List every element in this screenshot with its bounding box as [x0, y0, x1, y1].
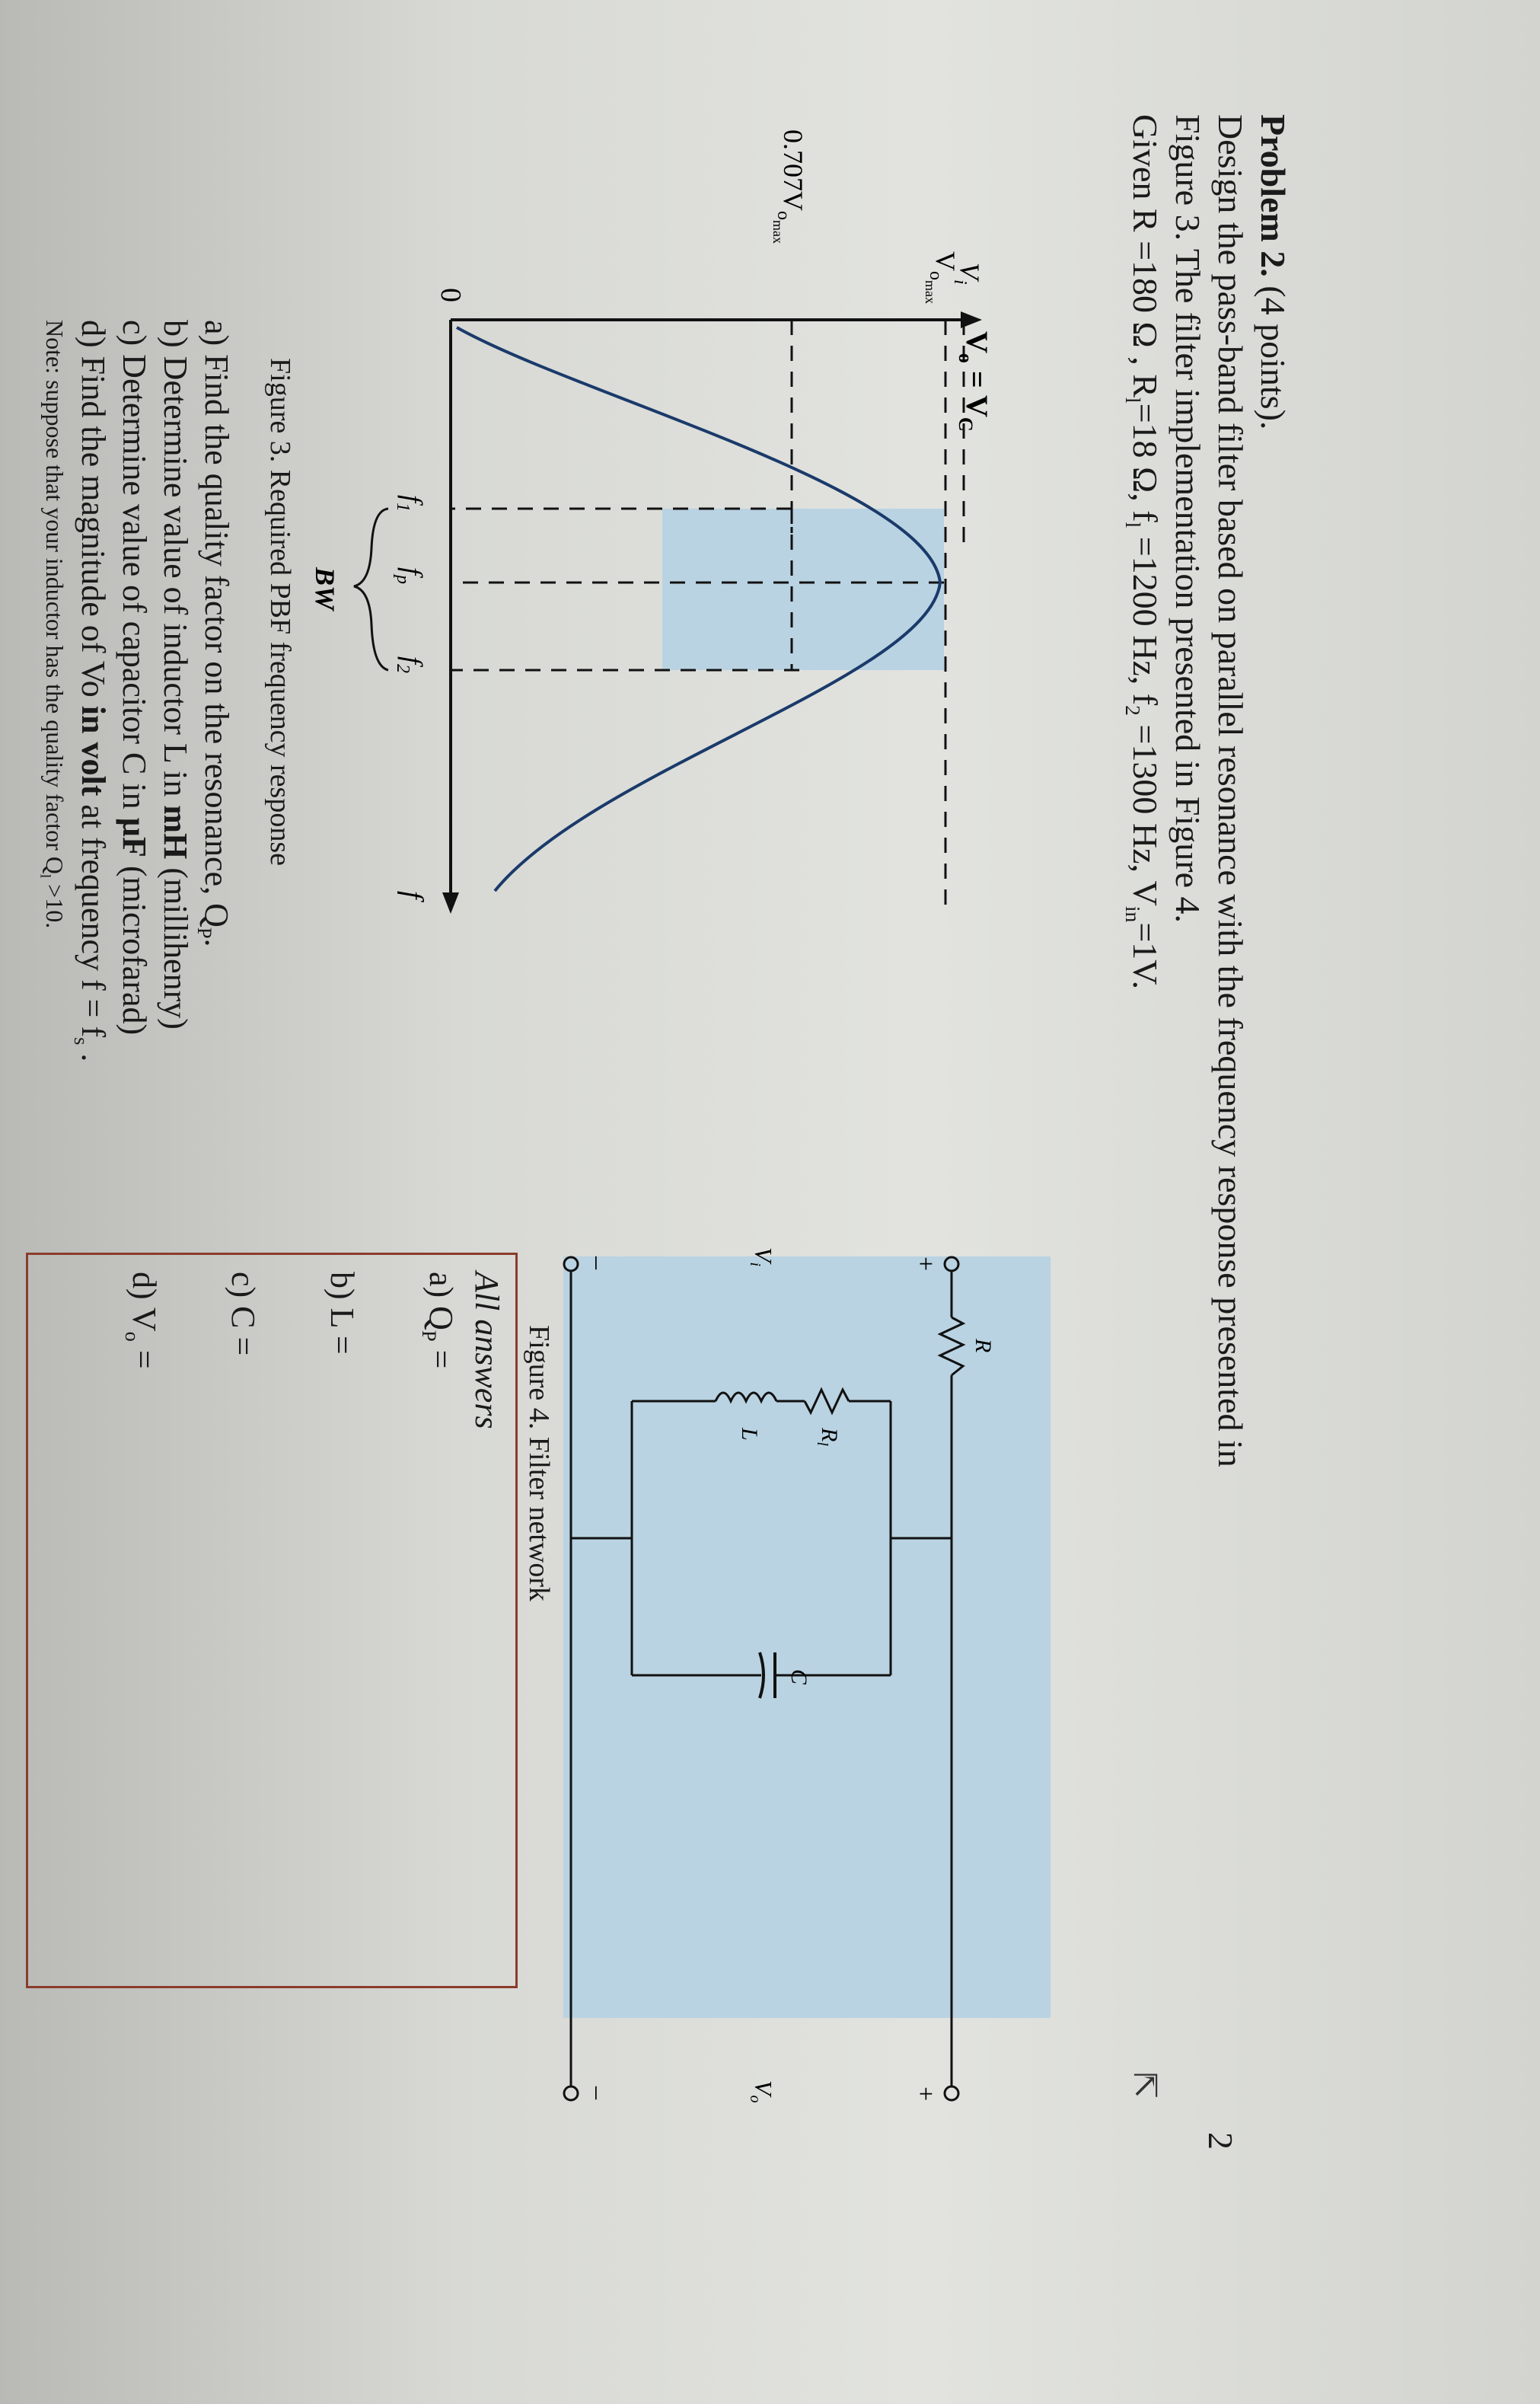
page-number: 2 — [1201, 2132, 1240, 2150]
answer-d[interactable]: d) $V_o$ = — [121, 1272, 163, 1369]
figure4-filter-network — [563, 1142, 1325, 2284]
given-values: Given R =180 Ω , $R_l=18$ Ω, $f_l =1200$ Hz, $f_2 =1300$ Hz, $V_{in}=1V$. — [1121, 114, 1165, 990]
label-Rl: $R_l$ — [814, 1428, 842, 1446]
x-axis-arrow — [442, 892, 459, 914]
label-f: f — [397, 891, 429, 899]
problem-points: (4 points). — [1254, 276, 1293, 430]
label-zero: 0 — [435, 288, 467, 302]
answers-header: All answers — [468, 1272, 505, 1429]
vo-minus-terminal — [564, 2086, 578, 2100]
label-vi: Vi — [747, 1247, 777, 1267]
label-vi: $V_i$ — [950, 263, 985, 285]
label-vo: Vo — [747, 2080, 777, 2103]
label-f1: $f_1$ — [393, 495, 428, 512]
question-a: a) Find the quality factor on the resonance, $Q_P$. — [193, 320, 235, 947]
answer-a[interactable]: a) $Q_P$ = — [418, 1272, 460, 1369]
label-fp: $f_p$ — [393, 567, 428, 585]
label-0707-vomax: $0.707V_o\max$ — [770, 129, 808, 244]
figure3-caption: Figure 3. Required PBF frequency response — [264, 358, 296, 866]
bw-brace — [354, 509, 388, 670]
note: Note: suppose that your inductor has the quality factor $Q_l >10$. — [37, 320, 69, 929]
document-page — [15, 0, 1325, 2323]
problem-statement-line1: Design the pass-band filter based on parallel resonance with the frequency response presented in — [1211, 114, 1250, 1467]
vo-plus-terminal — [945, 2086, 958, 2100]
answer-c[interactable]: c) C = — [225, 1272, 262, 1356]
question-c: c) Determine value of capacitor C in µF (microfarad) — [116, 320, 153, 1036]
problem-title: Problem 2. — [1254, 114, 1293, 277]
label-vo-eq-vc: $V_o = V_C$ — [955, 331, 994, 432]
label-bw: BW — [310, 567, 340, 611]
label-L: L — [737, 1428, 762, 1441]
label-vomax: $V_o\max$ — [923, 251, 961, 304]
label-f2: $f_2$ — [393, 656, 428, 674]
label-R: R — [971, 1339, 996, 1353]
label-C: C — [786, 1669, 811, 1685]
figure3-frequency-response — [310, 0, 1325, 1066]
bandwidth-shaded-area — [662, 509, 944, 670]
filter-shaded-area — [563, 1256, 1051, 2018]
minus-left: – — [584, 1256, 612, 1269]
plus-right: + — [911, 2086, 939, 2102]
minus-right: – — [584, 2086, 612, 2099]
cursor-icon: ⇱ — [1127, 2071, 1164, 2099]
question-d: d) Find the magnitude of Vo in volt at frequency $f = f_s$ . — [70, 320, 112, 1062]
figure4-caption: Figure 4. Filter network — [523, 1325, 555, 1602]
problem-statement-line2: Figure 3. The filter implementation presented in Figure 4. — [1169, 114, 1207, 924]
plus-left: + — [911, 1256, 939, 1272]
question-b: b) Determine value of inductor L in mH (millihenry) — [157, 320, 194, 1030]
answer-b[interactable]: b) L = — [324, 1272, 361, 1355]
